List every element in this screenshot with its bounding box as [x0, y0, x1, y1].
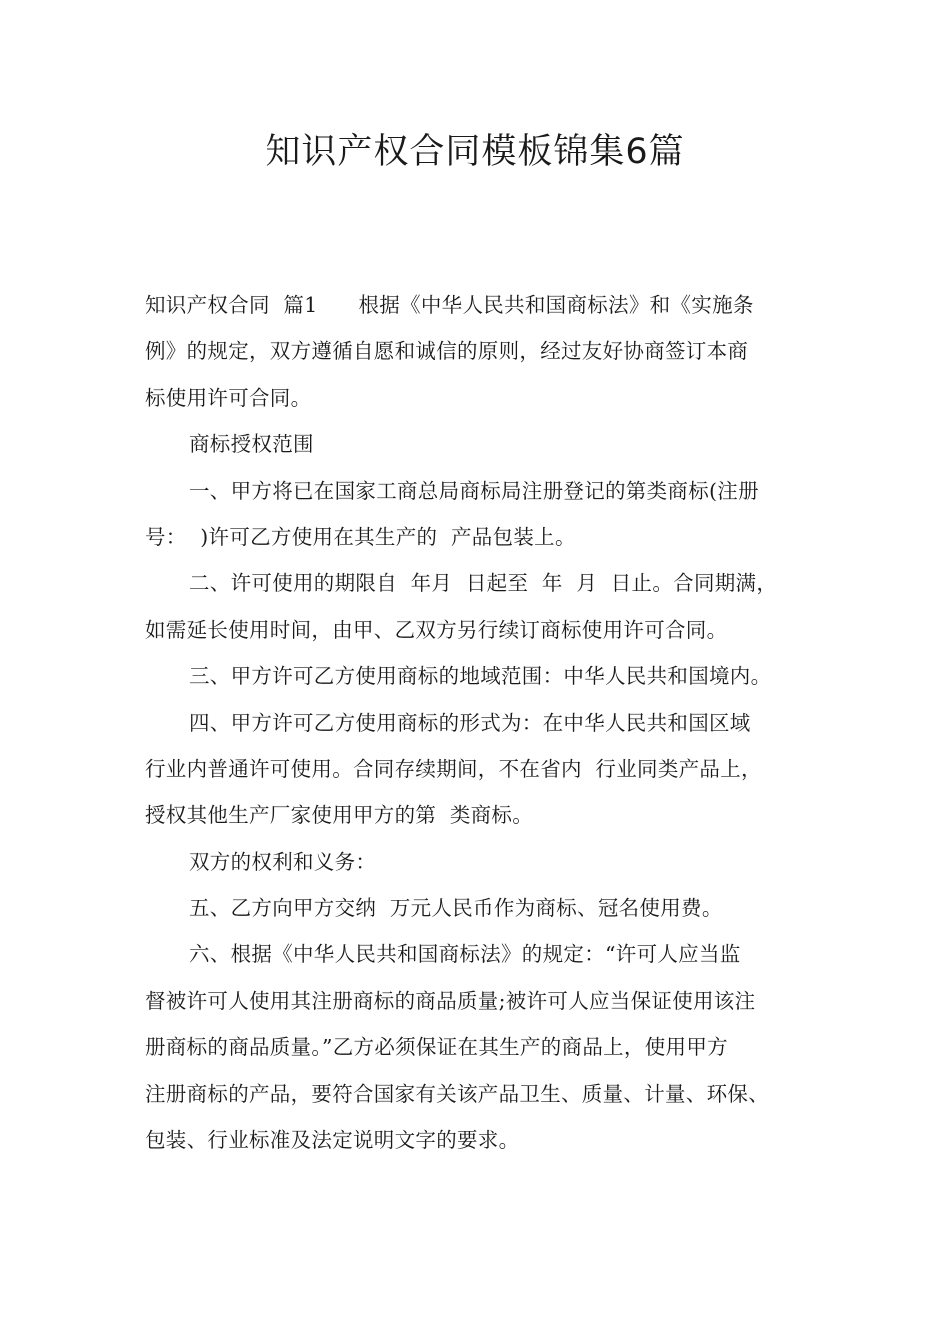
text-line: 一、甲方将已在国家工商总局商标局注册登记的第类商标(注册 [189, 478, 759, 503]
text-line: 知识产权合同 篇1 根据《中华人民共和国商标法》和《实施条 [145, 293, 754, 317]
text-line: 三、甲方许可乙方使用商标的地域范围：中华人民共和国境内。 [189, 664, 772, 689]
text-line: 二、许可使用的期限自 年月 日起至 年 月 日止。合同期满， [189, 571, 778, 596]
document-title: 知识产权合同模板锦集6篇 [265, 132, 685, 172]
text-line: 五、乙方向甲方交纳 万元人民币作为商标、冠名使用费。 [189, 896, 723, 921]
text-line: 册商标的商品质量。”乙方必须保证在其生产的商品上，使用甲方 [145, 1035, 728, 1060]
text-line: 行业内普通许可使用。合同存续期间，不在省内 行业同类产品上， [145, 756, 762, 781]
document-body [145, 282, 835, 1163]
text-line: 标使用许可合同。 [145, 385, 312, 410]
text-line: 授权其他生产厂家使用甲方的第 类商标。 [145, 803, 534, 828]
section-heading: 商标授权范围 [189, 432, 314, 457]
section-heading: 双方的权利和义务： [189, 849, 377, 874]
text-line: 督被许可人使用其注册商标的商品质量;被许可人应当保证使用该注 [145, 988, 756, 1013]
text-line: 号： )许可乙方使用在其生产的 产品包装上。 [145, 524, 576, 549]
text-line: 注册商标的产品，要符合国家有关该产品卫生、质量、计量、环保、 [145, 1081, 769, 1106]
text-line: 四、甲方许可乙方使用商标的形式为：在中华人民共和国区域 [189, 710, 751, 735]
text-line: 例》的规定，双方遵循自愿和诚信的原则，经过友好协商签订本商 [145, 339, 749, 364]
text-line: 六、根据《中华人民共和国商标法》的规定：“许可人应当监 [189, 942, 741, 967]
text-line: 包装、行业标准及法定说明文字的要求。 [145, 1128, 520, 1153]
text-line: 如需延长使用时间，由甲、乙双方另行续订商标使用许可合同。 [145, 617, 728, 642]
